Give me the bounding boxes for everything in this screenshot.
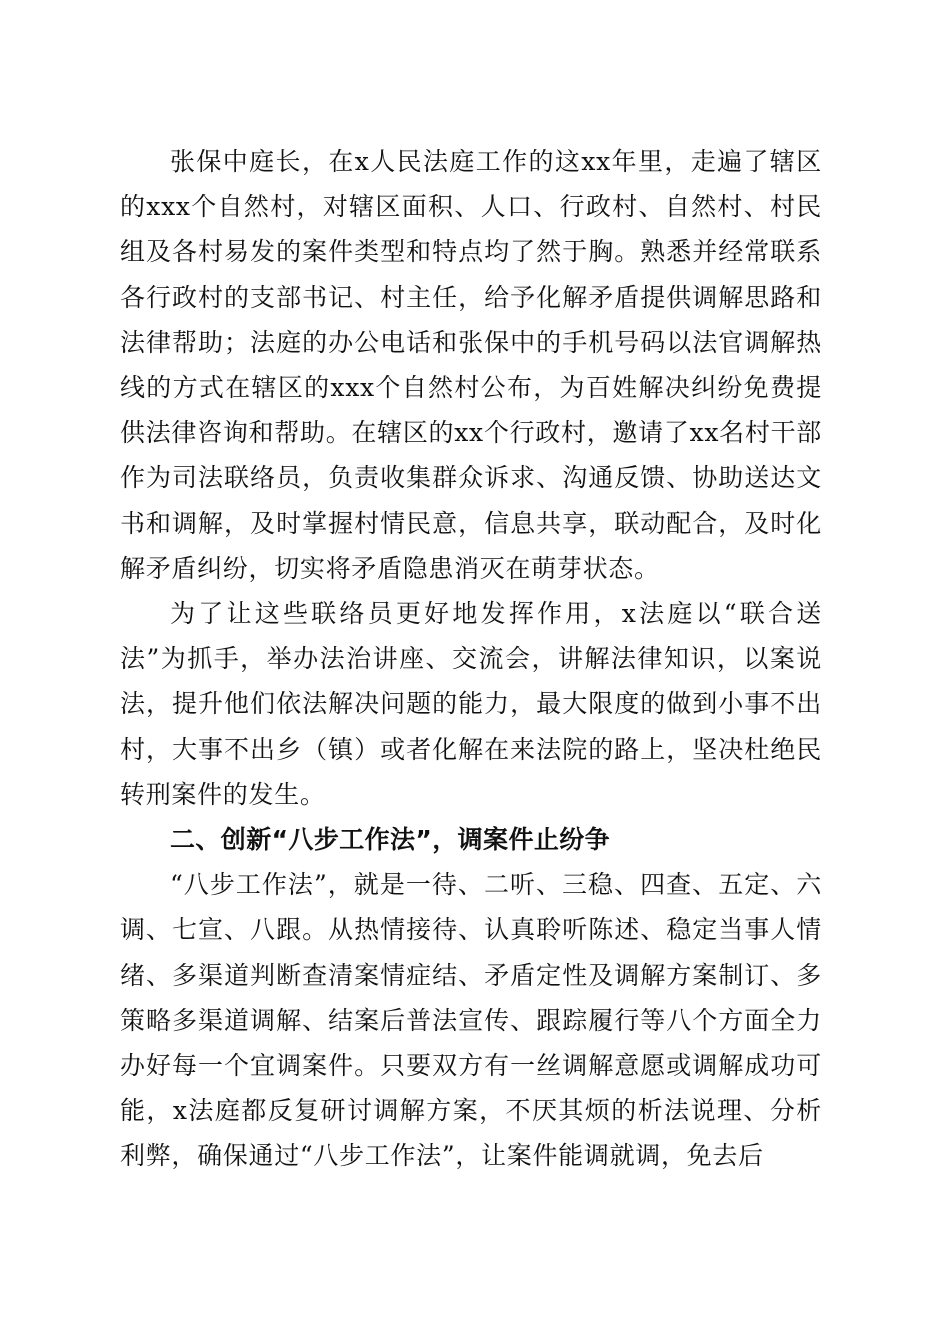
body-paragraph-3: “八步工作法”，就是一待、二听、三稳、四查、五定、六调、七宣、八跟。从热情接待、认真聆听陈述、稳定当事人情绪、多渠道判断查清案情症结、矛盾定性及调解方案制订、多策略多渠道调解、结案后普法宣传、跟踪履行等八个方面全力办好每一个宜调案件。只要双方有一丝调解意愿或调解成功可能，x法庭都反复研讨调解方案，不厌其烦的析法说理、分析利弊，确保通过“八步工作法”，让案件能调就调，免去后 [120, 870, 822, 1171]
document-body [120, 139, 822, 1179]
body-paragraph-2: 为了让这些联络员更好地发挥作用，x法庭以“联合送法”为抓手，举办法治讲座、交流会，讲解法律知识，以案说法，提升他们依法解决问题的能力，最大限度的做到小事不出村，大事不出乡（镇）或者化解在来法院的路上，坚决杜绝民转刑案件的发生。 [120, 599, 822, 809]
section-heading: 二、创新“八步工作法”，调案件止纷争 [170, 825, 611, 855]
body-paragraph-1: 张保中庭长，在x人民法庭工作的这xx年里，走遍了辖区的xxx个自然村，对辖区面积、人口、行政村、自然村、村民组及各村易发的案件类型和特点均了然于胸。熟悉并经常联系各行政村的支部书记、村主任，给予化解矛盾提供调解思路和法律帮助；法庭的办公电话和张保中的手机号码以法官调解热线的方式在辖区的xxx个自然村公布，为百姓解决纠纷免费提供法律咨询和帮助。在辖区的xx个行政村，邀请了xx名村干部作为司法联络员，负责收集群众诉求、沟通反馈、协助送达文书和调解，及时掌握村情民意，信息共享，联动配合，及时化解矛盾纠纷，切实将矛盾隐患消灭在萌芽状态。 [120, 147, 822, 583]
